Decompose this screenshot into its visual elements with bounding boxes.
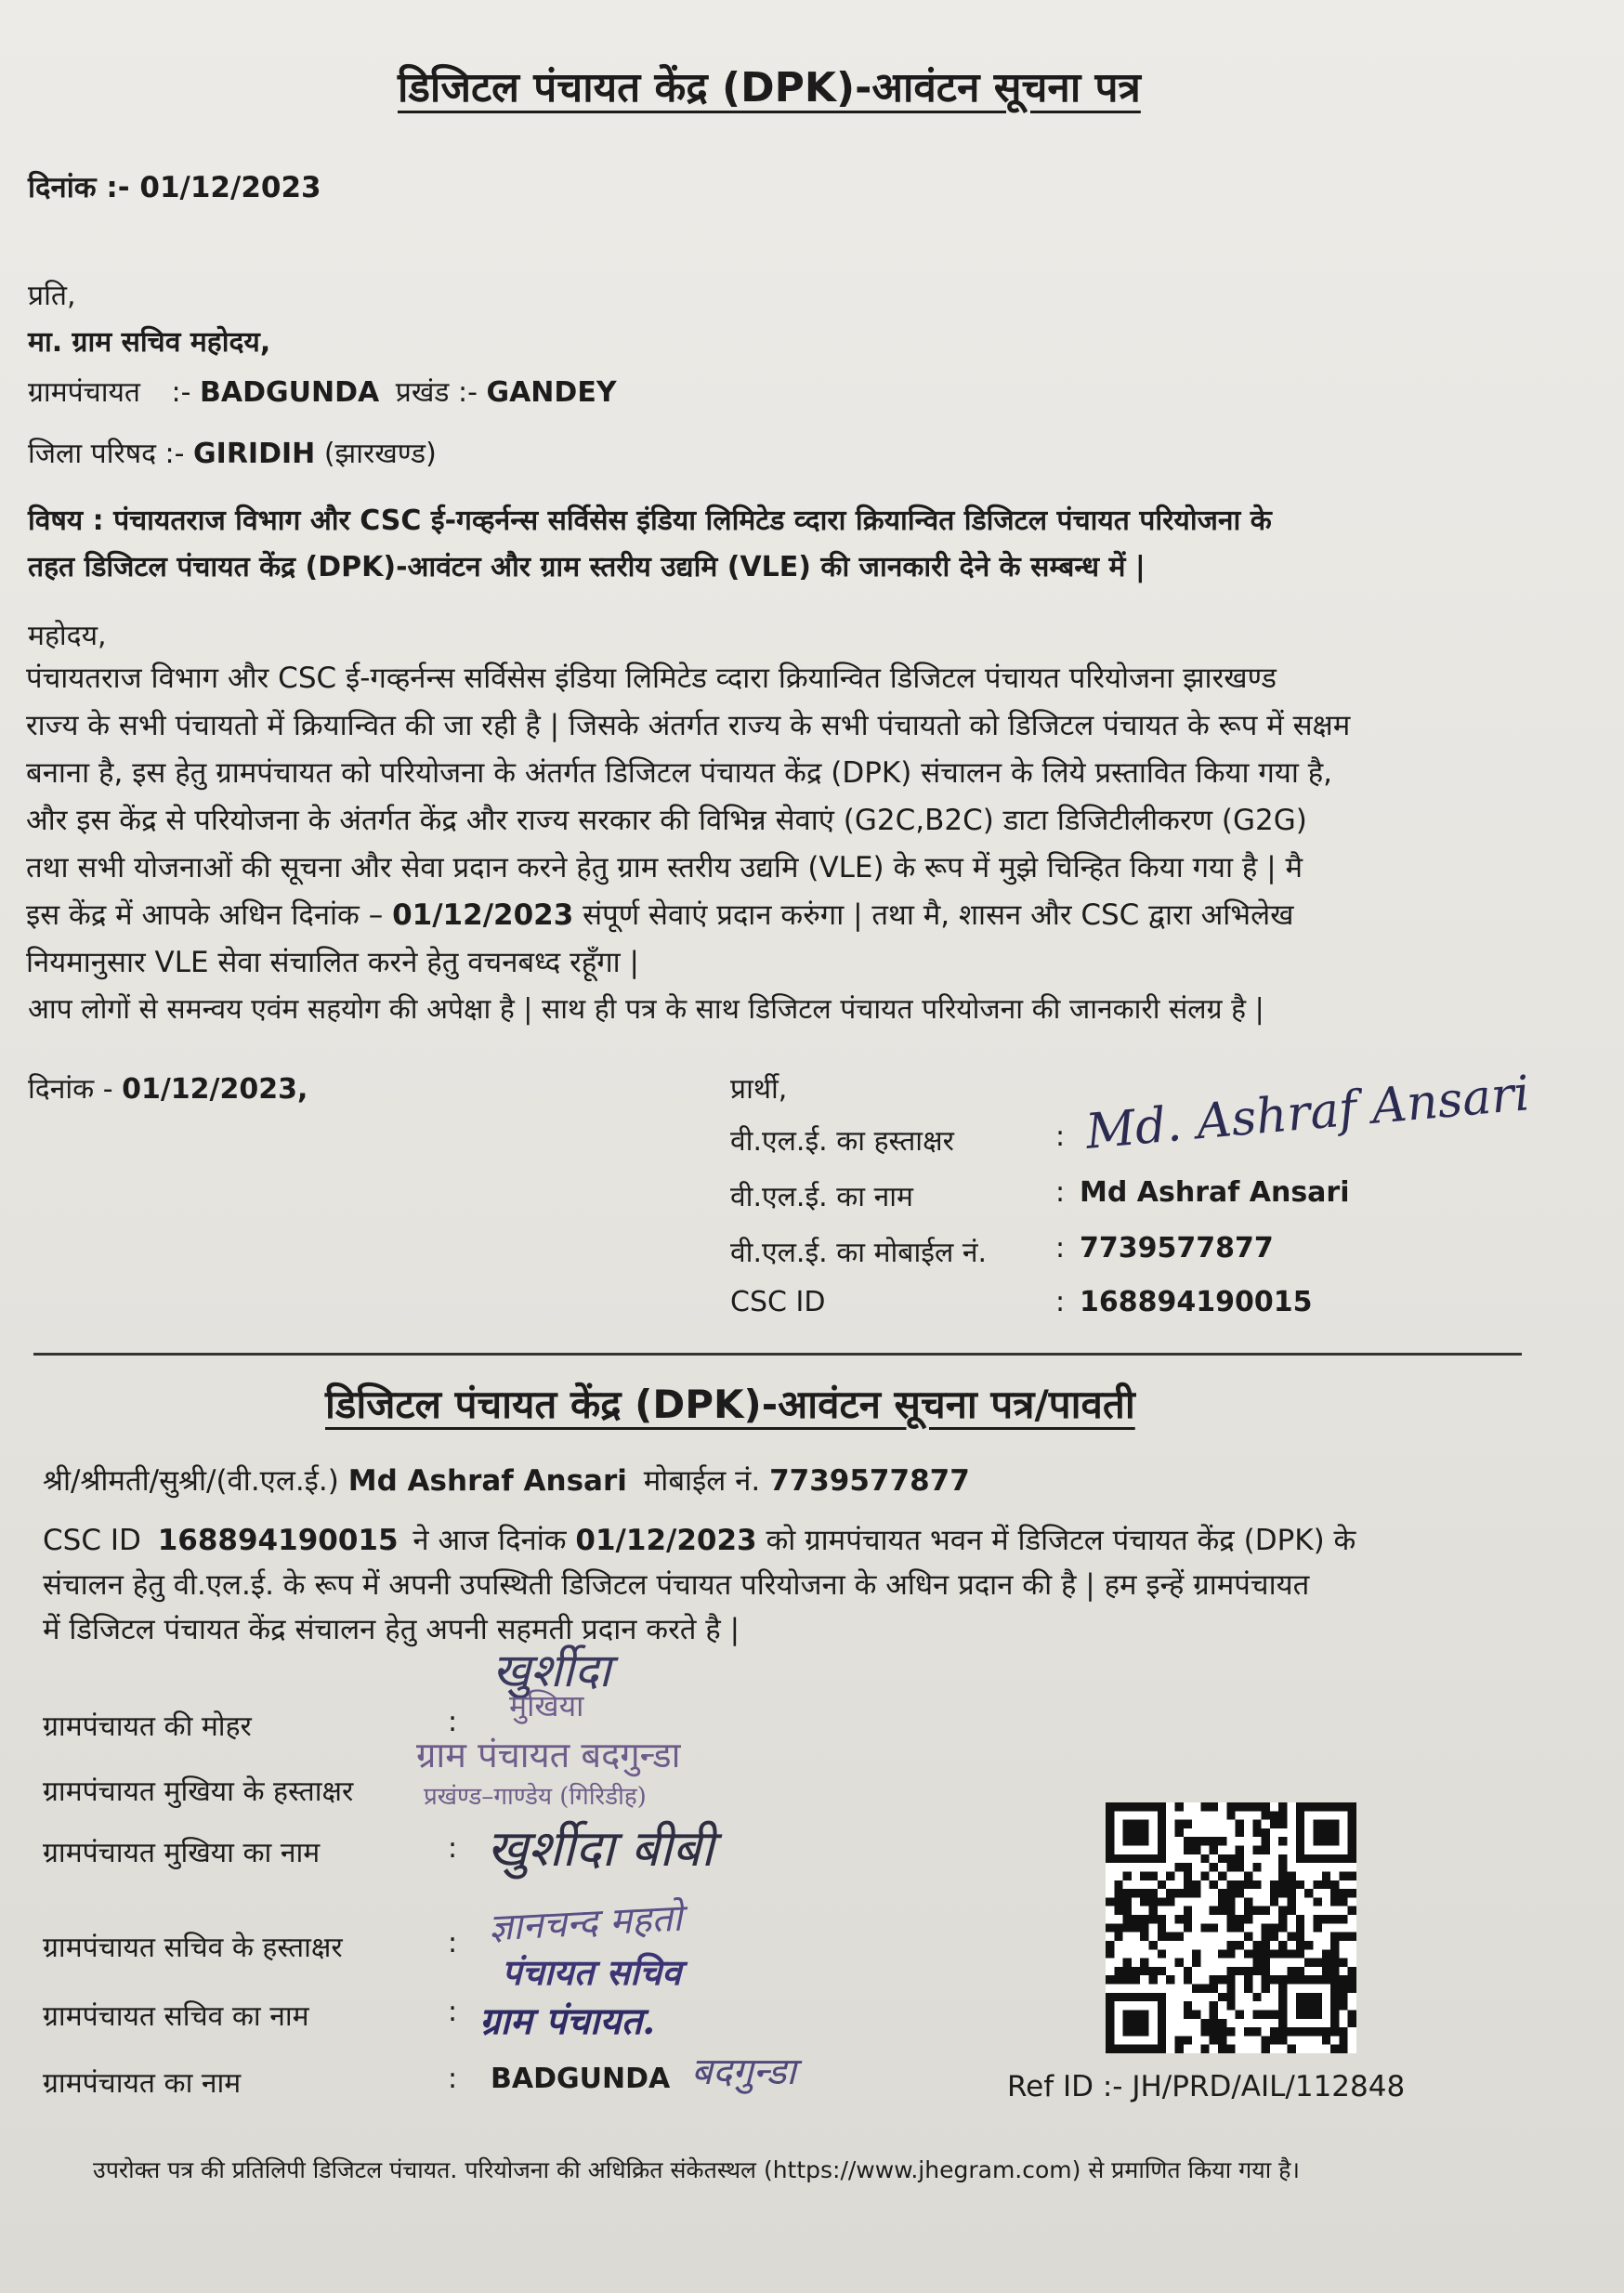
sign-date-label: दिनांक -	[28, 1073, 113, 1106]
gram-label: ग्रामपंचायत	[28, 376, 140, 409]
mukhiya-name-label: ग्रामपंचायत मुखिया का नाम	[43, 1837, 321, 1869]
section-divider	[33, 1353, 1522, 1356]
csc-id-value: 168894190015	[1080, 1286, 1313, 1318]
gram-name-label: ग्रामपंचायत का नाम	[43, 2067, 242, 2100]
vle-name-sep: :	[1055, 1176, 1066, 1209]
body-line: बनाना है, इस हेतु ग्रामपंचायत को परियोजना के अंतर्गत डिजिटल पंचायत केंद्र (DPK) संचालन के लिये प्रस्तावित किया गया है,	[26, 756, 1333, 790]
ref-id-value: JH/PRD/AIL/112848	[1132, 2070, 1406, 2103]
stamp-sep: :	[448, 1706, 458, 1738]
receipt-line-1	[43, 1520, 1356, 1559]
body-paragraph-2: आप लोगों से समन्वय एवंम सहयोग की अपेक्षा है | साथ ही पत्र के साथ डिजिटल पंचायत परियोजना की जानकारी संलग्र है |	[28, 993, 1264, 1026]
sachiv-signature: ज्ञानचन्द महतो	[488, 1896, 684, 1950]
qr-code	[1106, 1802, 1356, 2053]
receipt-vle-name: Md Ashraf Ansari	[347, 1464, 627, 1498]
csc-id-sep: :	[1055, 1286, 1066, 1318]
vle-name-label: वी.एल.ई. का नाम	[730, 1181, 913, 1213]
sachiv-stamp: पंचायत सचिव	[502, 1951, 682, 1993]
sign-date	[28, 1068, 308, 1107]
district-line	[28, 433, 437, 471]
body-line: और इस केंद्र से परियोजना के अंतर्गत केंद्र और राज्य सरकार की विभिन्न सेवाएं (G2C,B2C) डाटा डिजिटीलीकरण (G2G)	[26, 804, 1307, 837]
gram-value: BADGUNDA	[200, 376, 380, 409]
subject-line-2: तहत डिजिटल पंचायत केंद्र (DPK)-आवंटन और ग्राम स्तरीय उद्यमि (VLE) की जानकारी देने के सम्बन्ध में |	[28, 551, 1146, 583]
receipt-csc-label: CSC ID	[43, 1524, 141, 1557]
body-line-6-pre: इस केंद्र में आपके अधिन दिनांक –	[26, 898, 384, 932]
body-line: तथा सभी योजनाओं की सूचना और सेवा प्रदान करने हेतु ग्राम स्तरीय उद्यमि (VLE) के रूप में मुझे चिन्हित किया गया है | मै	[26, 851, 1303, 884]
panchayat-stamp-line-1: ग्राम पंचायत बदगुन्डा	[416, 1735, 681, 1775]
vle-prefix: श्री/श्रीमती/सुश्री/(वी.एल.ई.)	[43, 1464, 339, 1498]
mukhiya-stamp-text: मुखिया	[509, 1688, 584, 1723]
vle-name-value: Md Ashraf Ansari	[1080, 1176, 1350, 1209]
body-line-6-post: संपूर्ण सेवाएं प्रदान करुंगा | तथा मै, शासन और CSC द्वारा अभिलेख	[583, 898, 1294, 932]
vle-mobile-value: 7739577877	[1080, 1232, 1274, 1264]
footer-note: उपरोक्त पत्र की प्रतिलिपी डिजिटल पंचायत. परियोजना की अधिक्रित संकेतस्थल (https://www.jhegram.com) से प्रमाणित किया गया है।	[93, 2156, 1300, 2183]
body-paragraph-1	[26, 655, 1350, 987]
block-label: प्रखंड :-	[395, 376, 478, 409]
date-label: दिनांक :-	[28, 171, 130, 204]
district-value: GIRIDIH	[193, 438, 316, 470]
body-line: राज्य के सभी पंचायतो में क्रियान्वित की जा रही है | जिसके अंतर्गत राज्य के सभी पंचायतो को डिजिटल पंचायत के रूप में सक्षम	[26, 709, 1351, 742]
subject-line-1: विषय : पंचायतराज विभाग और CSC ई-गव्हर्नन्स सर्विसेस इंडिया लिमिटेड व्दारा क्रियान्वित डिजिटल पंचायत परियोजना के	[28, 504, 1272, 537]
mukhiya-signature: खुर्शीदा	[492, 1644, 611, 1697]
receipt-csc-value: 168894190015	[157, 1524, 399, 1557]
mukhiya-name-sep: :	[448, 1832, 458, 1865]
receipt-title: डिजिटल पंचायत केंद्र (DPK)-आवंटन सूचना पत्र/पावती	[325, 1382, 1135, 1427]
stamp-label: ग्रामपंचायत की मोहर	[43, 1710, 252, 1743]
receipt-vle-line	[43, 1461, 970, 1500]
gram-name-value: BADGUNDA	[491, 2063, 671, 2095]
sachiv-sign-sep: :	[448, 1927, 458, 1959]
vle-signature: Md. Ashraf Ansari	[1083, 1066, 1532, 1160]
date-value: 01/12/2023	[139, 171, 321, 204]
receipt-line-3: में डिजिटल पंचायत केंद्र संचालन हेतु अपनी सहमती प्रदान करते है |	[43, 1613, 740, 1646]
addressee: मा. ग्राम सचिव महोदय,	[28, 326, 271, 359]
letter-date	[28, 167, 321, 206]
receipt-line-1-mid: ने आज दिनांक	[413, 1524, 567, 1557]
block-value: GANDEY	[486, 376, 617, 409]
receipt-line-2: संचालन हेतु वी.एल.ई. के रूप में अपनी उपस्थिती डिजिटल पंचायत परियोजना के अधिन प्रदान की है | हम इन्हें ग्रामपंचायत	[43, 1568, 1310, 1602]
body-line	[26, 892, 1350, 939]
gram-name-sep: :	[448, 2063, 458, 2095]
body-line: पंचायतराज विभाग और CSC ई-गव्हर्नन्स सर्विसेस इंडिया लिमिटेड व्दारा क्रियान्वित डिजिटल पंचायत परियोजना झारखण्ड	[26, 662, 1277, 695]
gram-panchayat-line	[28, 372, 617, 410]
ref-id-label: Ref ID :-	[1007, 2070, 1123, 2103]
prati-text: प्रति,	[28, 280, 76, 312]
body-line-6-date: 01/12/2023	[392, 898, 574, 932]
mukhiya-name-handwritten: खुर्शीदा बीबी	[487, 1819, 714, 1878]
mukhiya-sign-label: ग्रामपंचायत मुखिया के हस्ताक्षर	[43, 1775, 354, 1808]
gram-sep: :-	[171, 376, 191, 409]
csc-id-label: CSC ID	[730, 1286, 826, 1318]
salutation: महोदय,	[28, 620, 107, 652]
receipt-mobile-label: मोबाईल नं.	[643, 1464, 761, 1498]
ref-id	[1007, 2070, 1405, 2103]
sachiv-name-stamp: ग्राम पंचायत.	[479, 1999, 656, 2043]
sachiv-sign-label: ग्रामपंचायत सचिव के हस्ताक्षर	[43, 1932, 343, 1964]
vle-sign-label: वी.एल.ई. का हस्ताक्षर	[730, 1125, 954, 1158]
vle-sign-sep: :	[1055, 1120, 1066, 1153]
gram-name-handwritten: बदगुन्डा	[691, 2051, 796, 2093]
vle-mobile-sep: :	[1055, 1232, 1066, 1264]
prarthi: प्रार्थी,	[730, 1073, 788, 1106]
state-text: (झारखण्ड)	[323, 438, 437, 470]
district-label: जिला परिषद :-	[28, 438, 185, 470]
receipt-line-1-post: को ग्रामपंचायत भवन में डिजिटल पंचायत केंद्र (DPK) के	[766, 1524, 1356, 1557]
receipt-mobile-value: 7739577877	[769, 1464, 970, 1498]
panchayat-stamp-line-2: प्रखंण्ड–गाण्डेय (गिरिडीह)	[424, 1783, 647, 1811]
qr-code-graphic	[1106, 1802, 1356, 2053]
sachiv-name-label: ग्रामपंचायत सचिव का नाम	[43, 2000, 309, 2033]
sachiv-name-sep: :	[448, 1996, 458, 2028]
sign-date-value: 01/12/2023,	[122, 1073, 308, 1106]
receipt-date: 01/12/2023	[575, 1524, 757, 1557]
page-title: डिजिटल पंचायत केंद्र (DPK)-आवंटन सूचना पत्र	[398, 64, 1141, 111]
vle-mobile-label: वी.एल.ई. का मोबाईल नं.	[730, 1237, 988, 1269]
body-line: नियमानुसार VLE सेवा संचालित करने हेतु वचनबध्द रहूँगा |	[26, 946, 639, 979]
